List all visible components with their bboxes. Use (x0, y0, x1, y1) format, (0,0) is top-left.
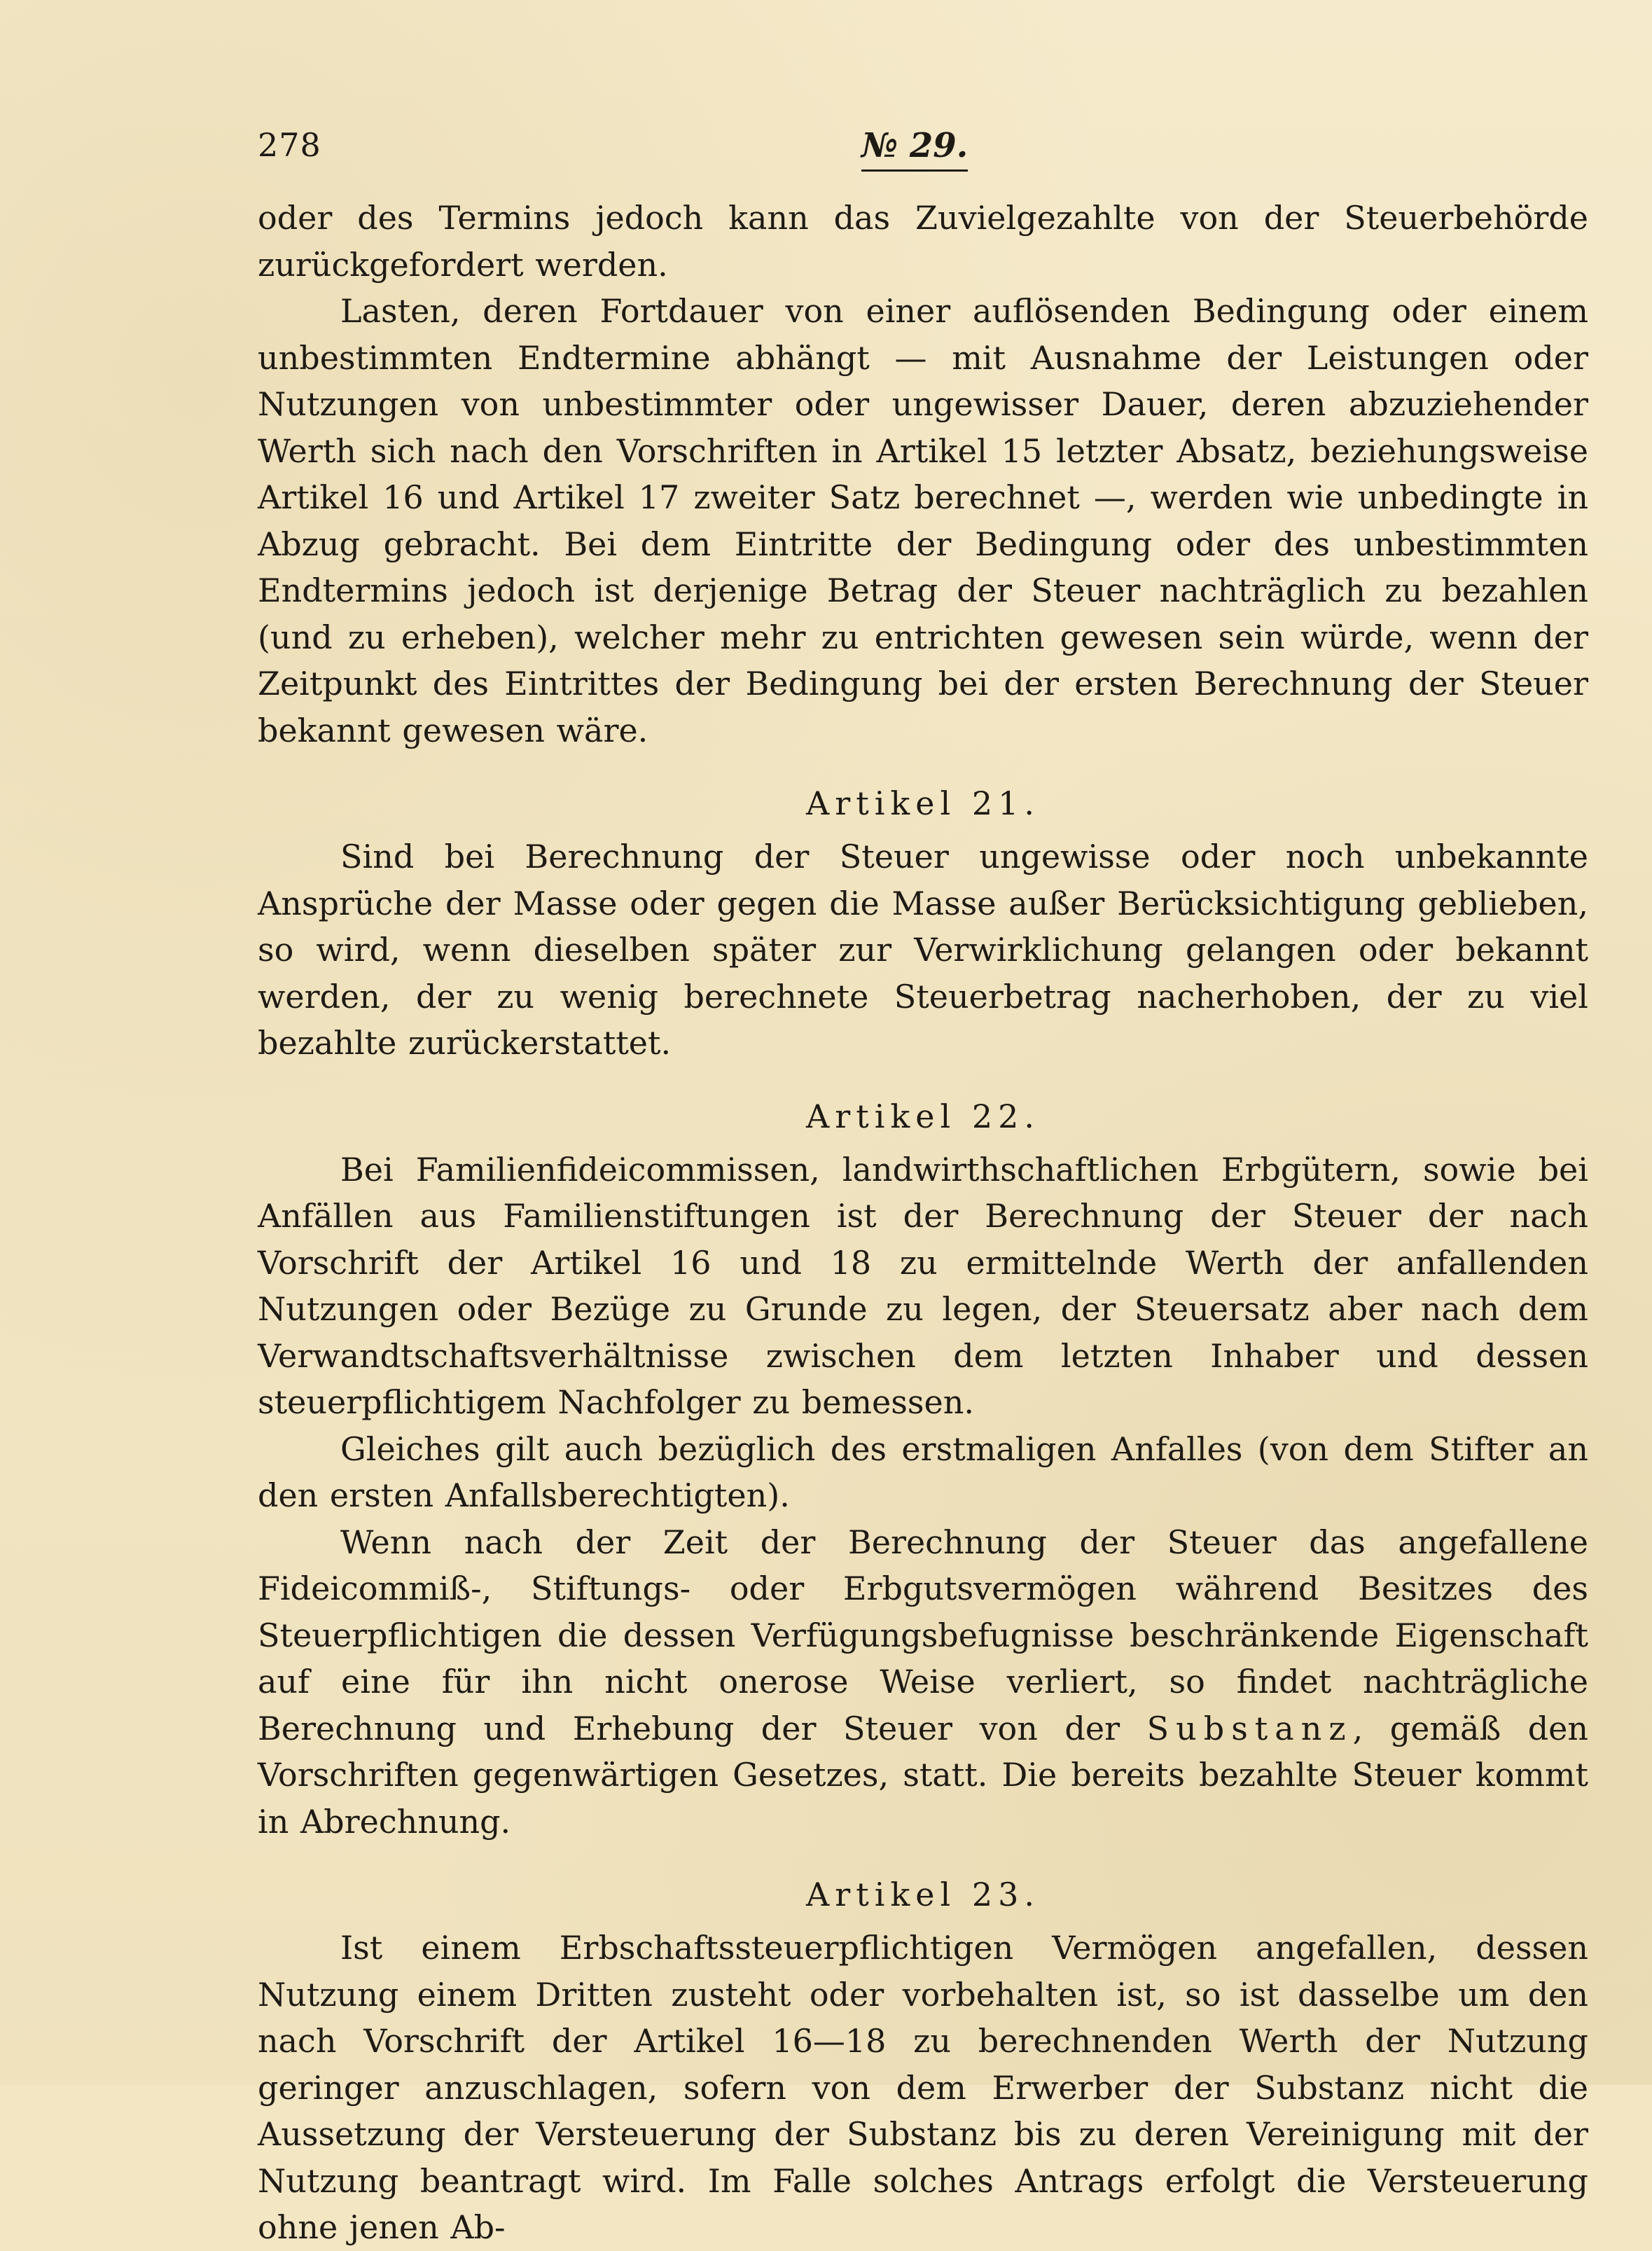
paragraph-text-part: , gemäß den Vorschriften gegenwärtigen Gesetzes, statt. Die bereits bezahlte Steuer kommt in Abrechnung. (258, 1709, 1588, 1841)
page-number: 278 (258, 126, 321, 164)
emphasized-word: Substanz (1146, 1709, 1353, 1747)
page-header (258, 126, 1588, 175)
paragraph-artikel-23: Ist einem Erbschaftssteuerpflichtigen Vermögen angefallen, dessen Nutzung einem Dritten zusteht oder vorbehalten ist, so ist dasselbe um den nach Vorschrift der Artikel 16—18 zu berechnenden Werth der Nutzung geringer anzuschlagen, sofern von dem Erwerber der Substanz nicht die Aussetzung der Versteuerung der Substanz bis zu deren Vereinigung mit der Nutzung beantragt wird. Im Falle solches Antrags erfolgt die Versteuerung ohne jenen Ab- (258, 1929, 1588, 2246)
heading-artikel-23: Artikel 23. (806, 1876, 1040, 1913)
heading-artikel-21: Artikel 21. (806, 784, 1040, 822)
paragraph-text-part: Wenn nach der Zeit der Berechnung der Steuer das angefallene Fideicommiß-, Stiftungs- oder Erbgutsvermögen während Besitzes des Steuerpflichtigen die dessen Verfügungsbefugnisse beschränkende Eigenschaft auf eine für ihn nicht onerose Weise verliert, so findet nachträgliche Berechnung und Erhebung der Steuer von der (258, 1523, 1588, 1747)
paragraph-artikel-21: Sind bei Berechnung der Steuer ungewisse oder noch unbekannte Ansprüche der Masse oder gegen die Masse außer Berücksichtigung geblieben, so wird, wenn dieselben später zur Verwirklichung gelangen oder bekannt werden, der zu wenig berechnete Steuerbetrag nacherhoben, der zu viel bezahlte zurückerstattet. (258, 838, 1588, 1062)
document-body (258, 195, 1588, 2251)
paragraph-continuation: oder des Termins jedoch kann das Zuvielgezahlte von der Steuerbehörde zurückgefordert werden. (258, 199, 1588, 284)
paragraph-lasten: Lasten, deren Fortdauer von einer auflösenden Bedingung oder einem unbestimmten Endtermine abhängt — mit Ausnahme der Leistungen oder Nutzungen von unbestimmter oder ungewisser Dauer, deren abzuziehender Werth sich nach den Vorschriften in Artikel 15 letzter Absatz, beziehungsweise Artikel 16 und Artikel 17 zweiter Satz berechnet —, werden wie unbedingte in Abzug gebracht. Bei dem Eintritte der Bedingung oder des unbestimmten Endtermins jedoch ist derjenige Betrag der Steuer nachträglich zu bezahlen (und zu erheben), welcher mehr zu entrichten gewesen sein würde, wenn der Zeitpunkt des Eintrittes der Bedingung bei der ersten Berechnung der Steuer bekannt gewesen wäre. (258, 292, 1588, 749)
paragraph-artikel-22-first: Bei Familienfideicommissen, landwirthschaftlichen Erbgütern, sowie bei Anfällen aus Familienstiftungen ist der Berechnung der Steuer der nach Vorschrift der Artikel 16 und 18 zu ermittelnde Werth der anfallenden Nutzungen oder Bezüge zu Grunde zu legen, der Steuersatz aber nach dem Verwandtschaftsverhältnisse zwischen dem letzten Inhaber und dessen steuerpflichtigem Nachfolger zu bemessen. (258, 1150, 1588, 1421)
paragraph-artikel-22-third (258, 1519, 1588, 1845)
heading-artikel-22: Artikel 22. (806, 1097, 1040, 1135)
paragraph-artikel-22-second: Gleiches gilt auch bezüglich des erstmaligen Anfalles (von dem Stifter an den ersten Anfallsberechtigten). (258, 1429, 1588, 1514)
issue-number: № 29. (861, 126, 968, 172)
